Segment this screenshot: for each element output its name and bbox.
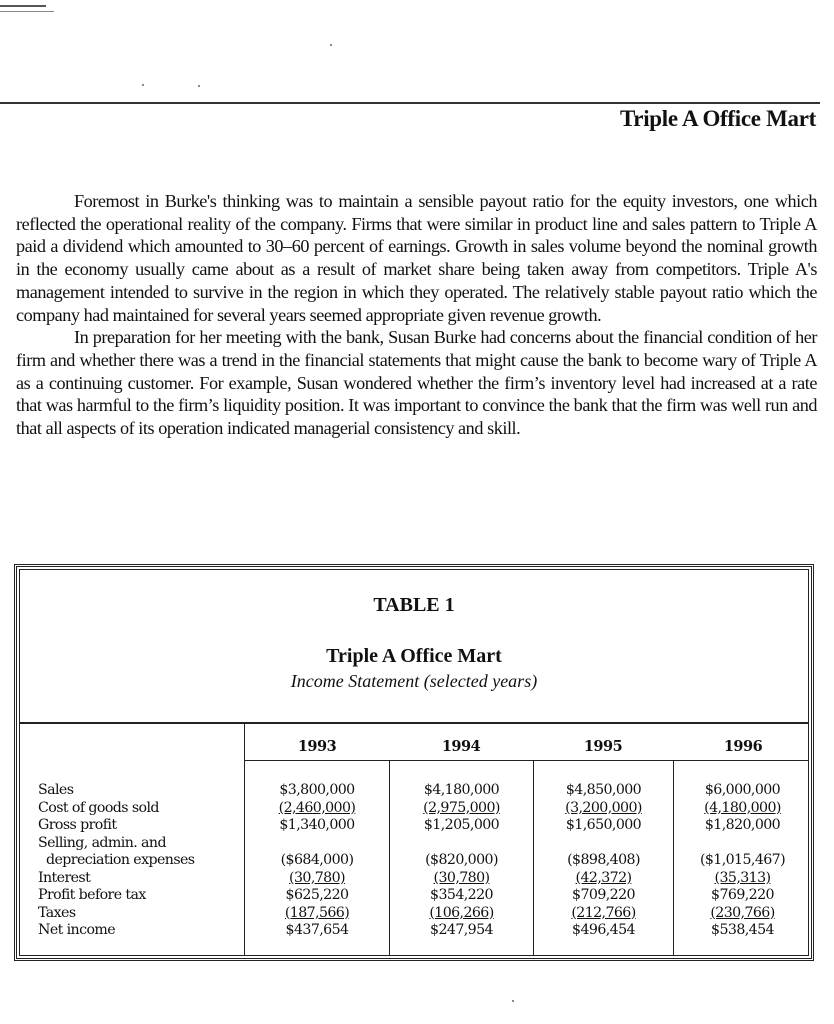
table-header <box>20 570 808 724</box>
running-head: Triple A Office Mart <box>619 106 816 131</box>
cell: $1,205,000 <box>423 817 500 833</box>
cell <box>245 835 389 853</box>
cell: (30,780) <box>289 869 345 886</box>
cell: (2,460,000) <box>278 799 356 816</box>
cell: $1,820,000 <box>704 817 781 833</box>
row-labels <box>38 782 194 940</box>
cell: (2,975,000) <box>423 799 500 816</box>
table-body <box>20 724 808 955</box>
paragraph: Foremost in Burke's thinking was to maintain a sensible payout ratio for the equity investors, one which reflected the operational reality of the company. Firms that were similar in product line and sales pattern to Triple A paid a dividend which amounted to 30–60 percent of earnings. Growth in sales volume beyond the nominal growth in the economy usually came about as a result of market share being taken away from competitors. Triple A's management intended to survive in the region in which they operated. The relatively stable payout ratio which the company had maintained for several years seemed appropriate given revenue growth. <box>16 191 817 325</box>
row-label: Sales <box>38 782 74 798</box>
row-label: Taxes <box>38 904 76 921</box>
scan-artifact <box>0 5 46 7</box>
cell: $4,850,000 <box>565 782 642 798</box>
scan-artifact <box>0 11 54 12</box>
year-header-row <box>245 724 808 761</box>
table-title: TABLE 1 <box>373 594 455 616</box>
label-column <box>20 724 245 955</box>
cell: $6,000,000 <box>704 782 781 798</box>
cell: (3,200,000) <box>565 799 642 816</box>
paragraph: In preparation for her meeting with the bank, Susan Burke had concerns about the financial condition of her firm and whether there was a trend in the financial statements that might cause the bank to become wary of Triple A as a continuing customer. For example, Susan wondered whether the firm’s inventory level had increased at a rate that was harmful to the firm’s liquidity position. It was important to convince the bank that the firm was well run and that all aspects of its operation indicated managerial consistency and skill. <box>16 327 817 439</box>
cell: $709,220 <box>572 887 635 903</box>
cell: $769,220 <box>711 887 774 903</box>
cell: $3,800,000 <box>279 782 355 798</box>
body-text <box>16 190 817 440</box>
cell: $4,180,000 <box>423 782 500 798</box>
year-header: 1994 <box>441 738 481 755</box>
cell: $538,454 <box>711 922 774 938</box>
scan-speck <box>142 84 144 86</box>
cell: ($820,000) <box>425 852 498 868</box>
year-header: 1996 <box>723 738 763 755</box>
row-label: Interest <box>38 869 91 886</box>
cell: $1,340,000 <box>279 817 355 833</box>
cell: (230,766) <box>710 904 775 921</box>
cell: (4,180,000) <box>704 799 781 816</box>
row-label: Profit before tax <box>38 887 146 903</box>
cell: $437,654 <box>285 922 349 938</box>
year-column-1993 <box>245 761 389 955</box>
cell: (106,266) <box>429 904 494 921</box>
scan-speck <box>512 1000 514 1002</box>
cell: $247,954 <box>430 922 493 938</box>
cell <box>674 835 811 853</box>
row-label: Cost of goods sold <box>38 799 159 816</box>
cell: $496,454 <box>572 922 635 938</box>
cell: ($1,015,467) <box>699 852 786 868</box>
cell <box>534 835 673 853</box>
cell: (42,372) <box>575 869 632 886</box>
year-column-1995 <box>533 761 673 955</box>
scan-speck <box>198 85 200 87</box>
table-subtitle: Income Statement (selected years) <box>290 671 538 691</box>
income-statement-table <box>14 564 814 961</box>
year-header: 1995 <box>583 738 623 755</box>
year-header: 1993 <box>297 738 337 755</box>
cell: (30,780) <box>433 869 490 886</box>
cell: $625,220 <box>285 887 349 903</box>
cell: $354,220 <box>430 887 493 903</box>
cell: ($898,408) <box>567 852 640 868</box>
table-inner-border <box>19 569 809 956</box>
row-label: depreciation expenses <box>46 852 195 868</box>
row-label: Gross profit <box>38 817 117 833</box>
header-rule <box>0 102 820 104</box>
cell: (187,566) <box>284 904 350 921</box>
cell: (35,313) <box>714 869 771 886</box>
row-label: Selling, admin. and <box>38 834 166 851</box>
cell <box>390 835 533 853</box>
cell: $1,650,000 <box>565 817 642 833</box>
year-column-1994 <box>389 761 533 955</box>
cell: ($684,000) <box>280 852 354 868</box>
year-column-1996 <box>673 761 811 955</box>
scan-speck <box>330 44 332 46</box>
row-label: Net income <box>38 922 116 938</box>
cell: (212,766) <box>571 904 636 921</box>
table-company: Triple A Office Mart <box>326 645 502 667</box>
